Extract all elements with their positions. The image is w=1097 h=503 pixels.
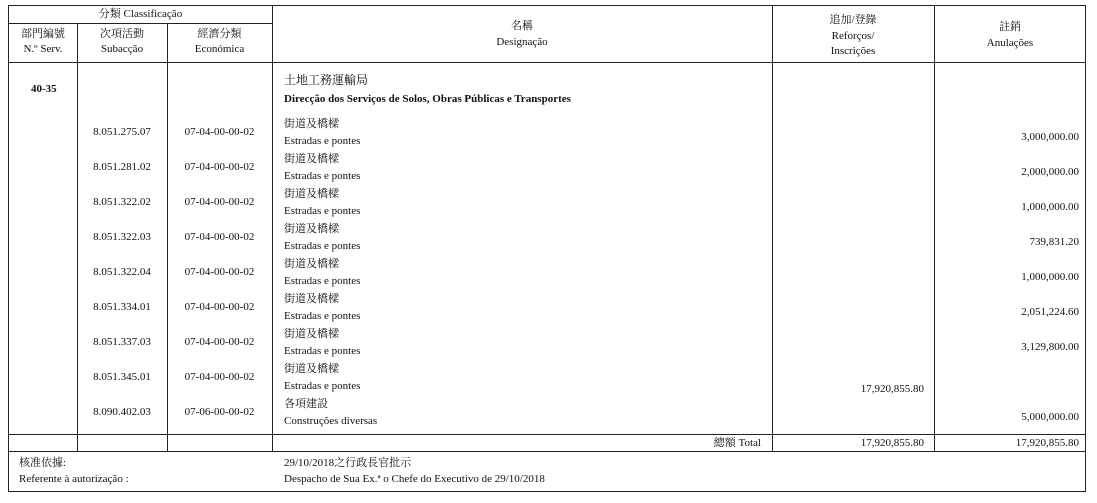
row-designacao-pt: Estradas e pontes (284, 170, 361, 182)
row-subaccao: 8.090.402.03 (93, 406, 151, 418)
desig-header-zh: 名稱 (511, 20, 533, 32)
row-designacao-pt: Estradas e pontes (284, 275, 361, 287)
row-economica: 07-04-00-00-02 (184, 126, 255, 138)
row-designacao-pt: Estradas e pontes (284, 240, 361, 252)
footer-value-zh: 29/10/2018之行政長官批示 (284, 457, 412, 469)
footer-label-pt: Referente à autorização : (19, 473, 129, 485)
row-divider (9, 451, 1086, 452)
row-subaccao: 8.051.322.02 (93, 196, 151, 208)
serv-header-pt: N.º Serv. (23, 43, 63, 55)
row-designacao-zh: 各項建設 (284, 398, 328, 410)
eco-header-zh: 經濟分類 (197, 28, 242, 40)
total-reforcos: 17,920,855.80 (860, 437, 924, 449)
anul-header-zh: 註銷 (999, 21, 1021, 33)
row-anulacoes: 739,831.20 (1029, 236, 1079, 248)
row-designacao-pt: Estradas e pontes (284, 205, 361, 217)
row-designacao-zh: 街道及橋樑 (284, 188, 339, 200)
row-anulacoes: 5,000,000.00 (1021, 411, 1079, 423)
row-subaccao: 8.051.322.03 (93, 231, 151, 243)
row-designacao-pt: Estradas e pontes (284, 310, 361, 322)
row-subaccao: 8.051.337.03 (93, 336, 151, 348)
row-designacao-pt: Estradas e pontes (284, 380, 361, 392)
row-economica: 07-04-00-00-02 (184, 336, 255, 348)
row-anulacoes: 1,000,000.00 (1021, 271, 1079, 283)
row-divider (9, 434, 1086, 435)
row-anulacoes: 2,000,000.00 (1021, 166, 1079, 178)
row-anulacoes: 1,000,000.00 (1021, 201, 1079, 213)
row-anulacoes: 2,051,224.60 (1021, 306, 1079, 318)
row-designacao-pt: Estradas e pontes (284, 345, 361, 357)
eco-header-pt: Económica (194, 43, 245, 55)
ref-header-pt2: Inscrições (830, 45, 876, 57)
row-economica: 07-04-00-00-02 (184, 266, 255, 278)
row-economica: 07-04-00-00-02 (184, 231, 255, 243)
row-subaccao: 8.051.322.04 (93, 266, 151, 278)
row-designacao-zh: 街道及橋樑 (284, 258, 339, 270)
row-economica: 07-04-00-00-02 (184, 161, 255, 173)
ref-header-pt1: Reforços/ (831, 30, 875, 42)
row-anulacoes: 3,000,000.00 (1021, 131, 1079, 143)
row-designacao-zh: 街道及橋樑 (284, 118, 339, 130)
row-subaccao: 8.051.281.02 (93, 161, 151, 173)
row-economica: 07-06-00-00-02 (184, 406, 255, 418)
row-designacao-pt: Estradas e pontes (284, 135, 361, 147)
budget-table (8, 5, 1086, 492)
row-economica: 07-04-00-00-02 (184, 196, 255, 208)
row-economica: 07-04-00-00-02 (184, 371, 255, 383)
row-anulacoes: 3,129,800.00 (1021, 341, 1079, 353)
sub-header-zh: 次項活動 (100, 28, 144, 40)
dept-code: 40-35 (31, 83, 57, 95)
total-anulacoes: 17,920,855.80 (1015, 437, 1079, 449)
desig-header-pt: Designação (496, 36, 548, 48)
row-designacao-zh: 街道及橋樑 (284, 153, 339, 165)
col-divider (934, 6, 935, 451)
footer-value-pt: Despacho de Sua Ex.ª o Chefe do Executivo de 29/10/2018 (284, 473, 545, 485)
row-designacao-zh: 街道及橋樑 (284, 223, 339, 235)
row-designacao-zh: 街道及橋樑 (284, 293, 339, 305)
row-divider (9, 23, 272, 24)
dept-name-zh: 土地工務運輸局 (284, 73, 369, 87)
footer-label-zh: 核准依據: (19, 457, 67, 469)
dept-name-pt: Direcção dos Serviços de Solos, Obras Públicas e Transportes (284, 93, 571, 105)
row-designacao-pt: Construções diversas (284, 415, 378, 427)
serv-header-zh: 部門編號 (21, 28, 65, 40)
row-subaccao: 8.051.334.01 (93, 301, 151, 313)
sub-header-pt: Subacção (100, 43, 144, 55)
row-designacao-zh: 街道及橋樑 (284, 363, 339, 375)
classification-header: 分類 Classificação (98, 8, 183, 20)
row-reforcos: 17,920,855.80 (860, 383, 924, 395)
total-label: 總額 Total (713, 437, 761, 449)
row-divider (9, 62, 1086, 63)
anul-header-pt: Anulações (986, 37, 1034, 49)
row-economica: 07-04-00-00-02 (184, 301, 255, 313)
ref-header-zh: 追加/登錄 (829, 14, 877, 26)
row-subaccao: 8.051.345.01 (93, 371, 151, 383)
row-subaccao: 8.051.275.07 (93, 126, 151, 138)
row-designacao-zh: 街道及橋樑 (284, 328, 339, 340)
col-divider (272, 6, 273, 451)
